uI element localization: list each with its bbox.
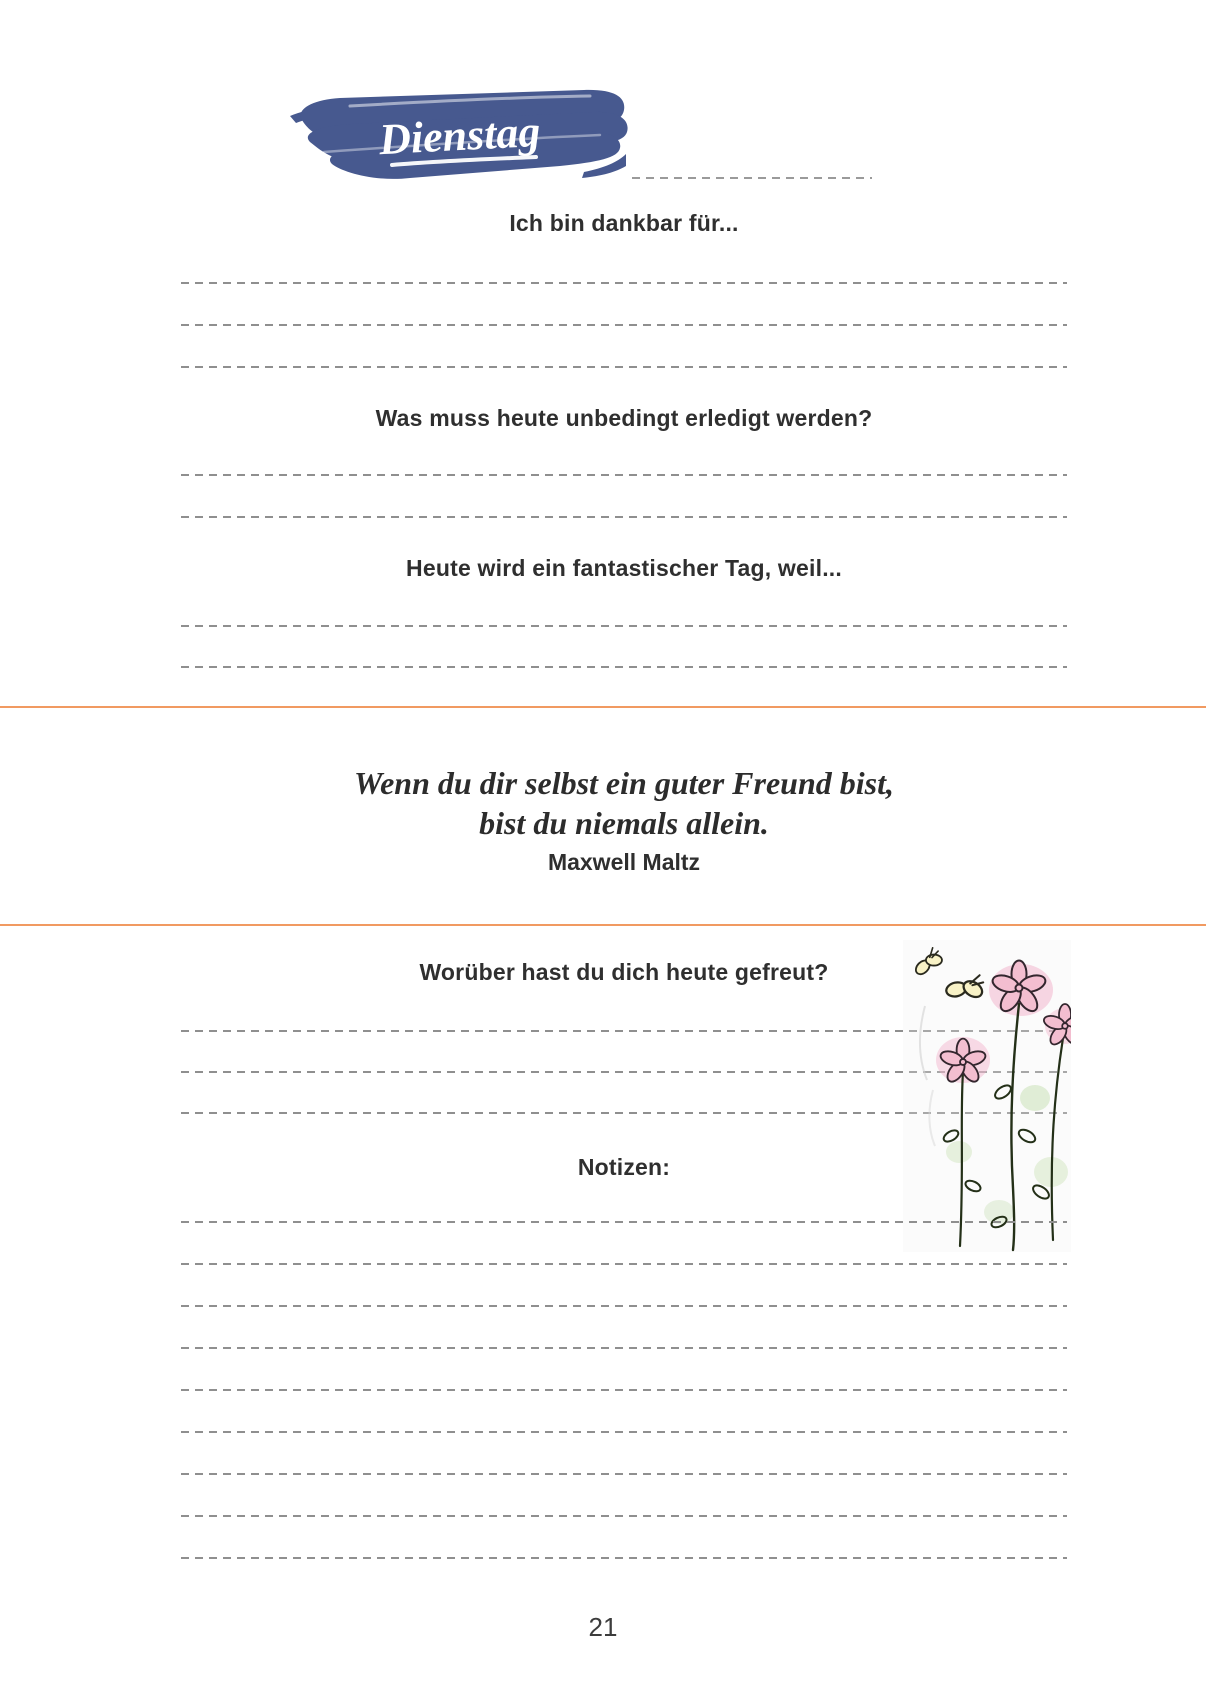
day-title-text: Dienstag bbox=[377, 106, 542, 165]
writing-line bbox=[181, 1473, 1067, 1475]
writing-line bbox=[181, 1347, 1067, 1349]
writing-line bbox=[181, 666, 1067, 668]
writing-line bbox=[181, 1221, 1067, 1223]
writing-line bbox=[181, 516, 1067, 518]
flowers-illustration bbox=[903, 940, 1071, 1252]
prompt-joy: Worüber hast du dich heute gefreut? bbox=[419, 959, 829, 985]
writing-line bbox=[181, 1305, 1067, 1307]
banner-dashed-line bbox=[632, 177, 872, 179]
writing-line bbox=[181, 366, 1067, 368]
orange-divider-bottom bbox=[0, 924, 1206, 926]
quote-author: Maxwell Maltz bbox=[547, 849, 701, 875]
day-banner bbox=[288, 86, 628, 190]
writing-line bbox=[181, 1389, 1067, 1391]
page-number: 21 bbox=[588, 1612, 618, 1642]
writing-line bbox=[181, 1557, 1067, 1559]
prompt-gratitude: Ich bin dankbar für... bbox=[509, 210, 739, 236]
prompt-fantastic-day: Heute wird ein fantastischer Tag, weil... bbox=[406, 555, 842, 581]
writing-line bbox=[181, 625, 1067, 627]
writing-line bbox=[181, 282, 1067, 284]
quote-line-2: bist du niemals allein. bbox=[479, 805, 769, 841]
quote-line-1: Wenn du dir selbst ein guter Freund bist, bbox=[354, 765, 894, 801]
prompt-todo: Was muss heute unbedingt erledigt werden? bbox=[375, 405, 873, 431]
writing-line bbox=[181, 1431, 1067, 1433]
orange-divider-top bbox=[0, 706, 1206, 708]
writing-line bbox=[181, 1515, 1067, 1517]
writing-line bbox=[181, 474, 1067, 476]
writing-line bbox=[181, 324, 1067, 326]
prompt-notes: Notizen: bbox=[577, 1154, 671, 1180]
writing-line bbox=[181, 1263, 1067, 1265]
